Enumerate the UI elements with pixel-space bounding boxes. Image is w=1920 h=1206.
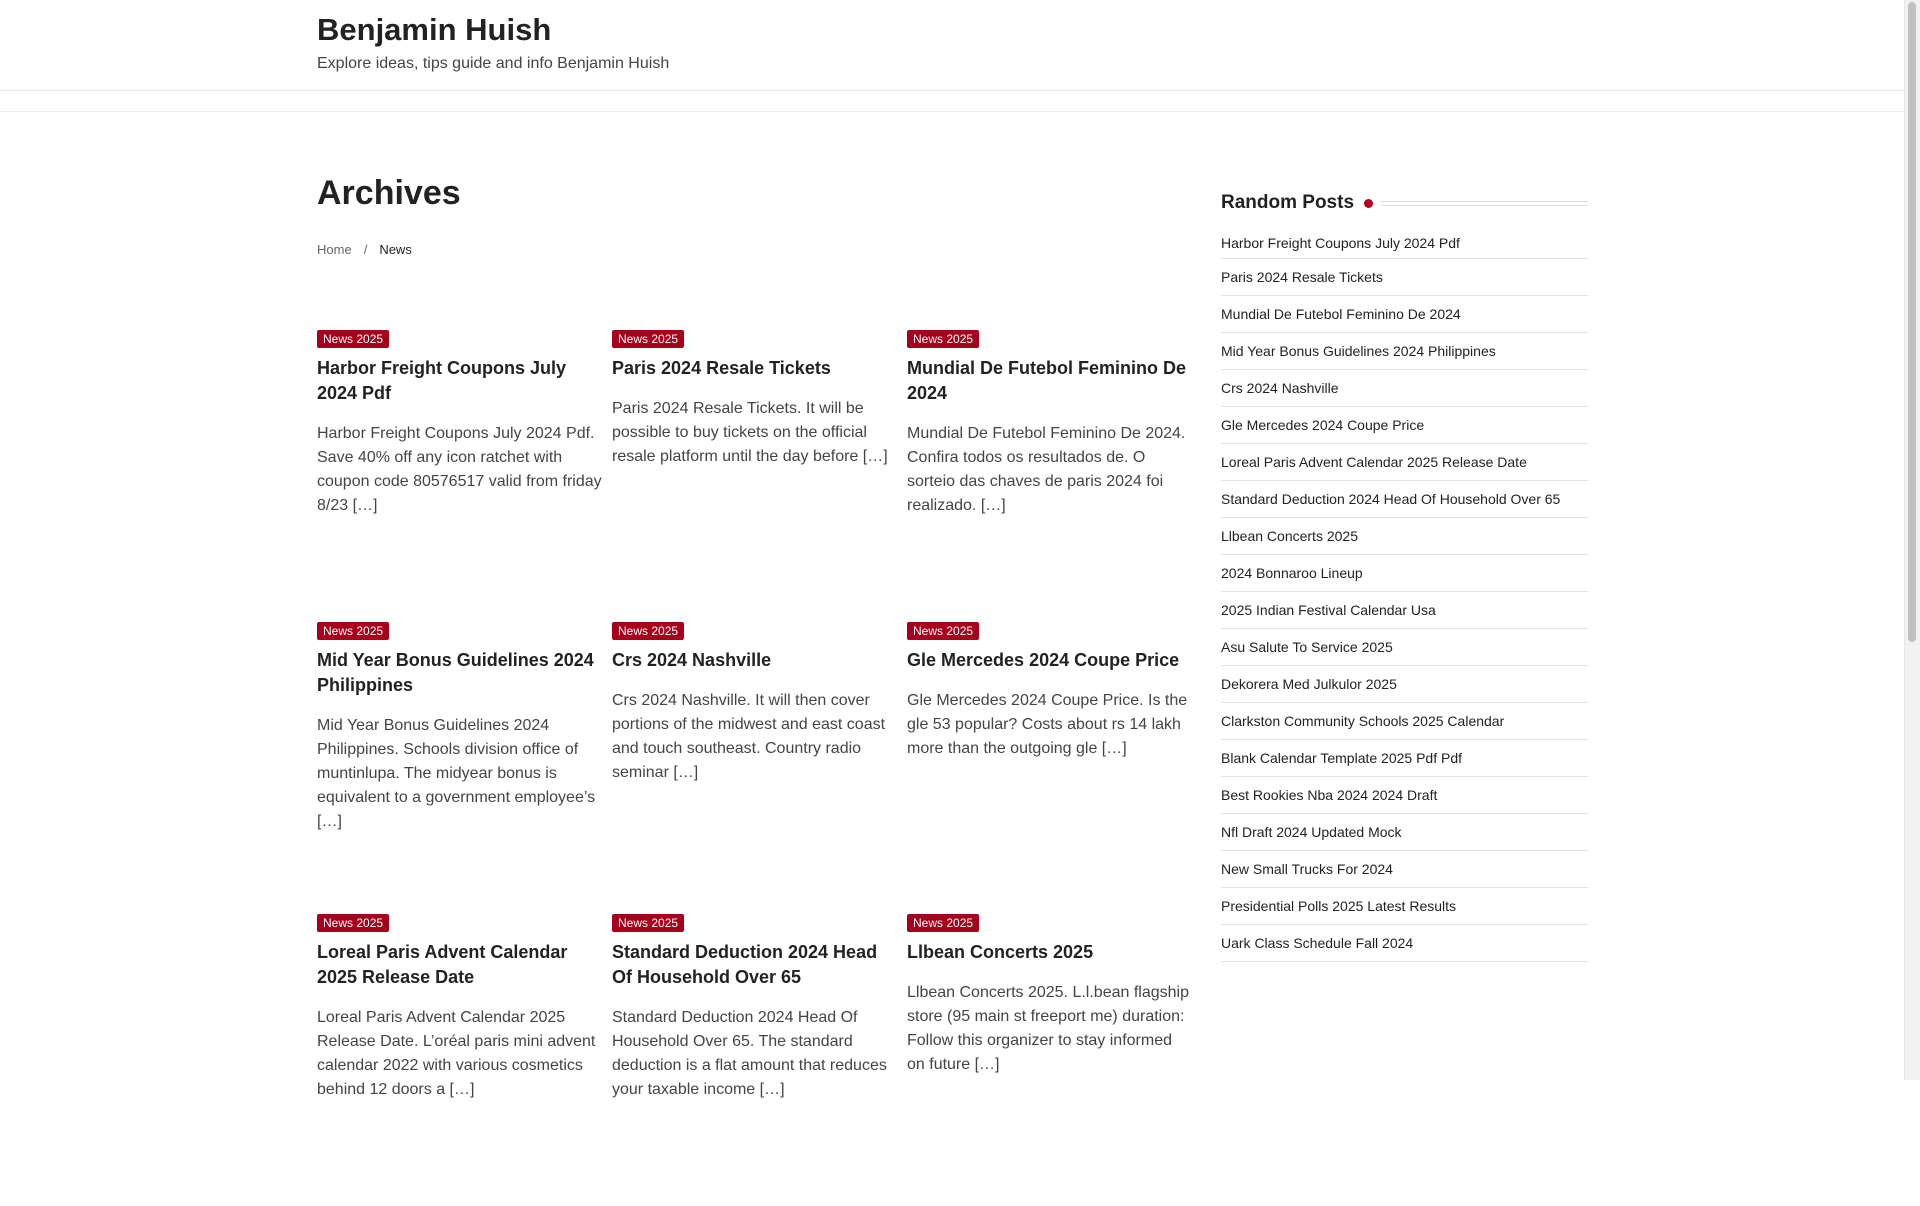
post-card (612, 914, 897, 1206)
scrollbar-thumb[interactable] (1908, 2, 1916, 642)
post-category-badge[interactable]: News 2025 (907, 914, 979, 932)
post-excerpt: Gle Mercedes 2024 Coupe Price. Is the gle 53 popular? Costs about rs 14 lakh more than the outgoing gle […] (907, 692, 1188, 757)
post-excerpt: Paris 2024 Resale Tickets. It will be possible to buy tickets on the official resale platform until the day before […] (612, 400, 888, 465)
post-excerpt: Crs 2024 Nashville. It will then cover portions of the midwest and east coast and touch southeast. Country radio seminar […] (612, 692, 886, 781)
post-excerpt: Mid Year Bonus Guidelines 2024 Philippines. Schools division office of muntinlupa. The midyear bonus is equivalent to a government employee’s […] (317, 717, 596, 830)
post-grid (317, 330, 1217, 1206)
post-card (907, 622, 1192, 914)
post-card (907, 330, 1192, 622)
post-title[interactable]: Crs 2024 Nashville (612, 650, 772, 670)
random-post-link[interactable]: Asu Salute To Service 2025 (1221, 629, 1588, 666)
page-scrollbar[interactable] (1904, 0, 1920, 1080)
post-title[interactable]: Gle Mercedes 2024 Coupe Price (907, 650, 1180, 670)
post-card (317, 914, 602, 1206)
random-post-link[interactable]: Uark Class Schedule Fall 2024 (1221, 925, 1588, 962)
random-post-link[interactable]: Clarkston Community Schools 2025 Calendar (1221, 703, 1588, 740)
random-posts-list (1221, 228, 1588, 962)
random-post-link[interactable]: Standard Deduction 2024 Head Of Household Over 65 (1221, 481, 1588, 518)
random-post-link[interactable]: Llbean Concerts 2025 (1221, 518, 1588, 555)
random-post-link[interactable]: Mundial De Futebol Feminino De 2024 (1221, 296, 1588, 333)
post-card (317, 622, 602, 914)
post-category-badge[interactable]: News 2025 (317, 330, 389, 348)
random-post-link[interactable]: Mid Year Bonus Guidelines 2024 Philippines (1221, 333, 1588, 370)
accent-dot-icon (1364, 199, 1373, 208)
post-excerpt: Loreal Paris Advent Calendar 2025 Release Date. L’oréal paris mini advent calendar 2022 with various cosmetics behind 12 doors a […] (317, 1009, 596, 1098)
post-card (907, 914, 1192, 1206)
post-excerpt: Llbean Concerts 2025. L.l.bean flagship store (95 main st freeport me) duration: Follow this organizer to stay informed on future […] (907, 984, 1189, 1073)
post-category-badge[interactable]: News 2025 (612, 622, 684, 640)
site-header (0, 0, 1905, 91)
post-title[interactable]: Standard Deduction 2024 Head Of Household Over 65 (612, 942, 878, 987)
random-post-link[interactable]: Crs 2024 Nashville (1221, 370, 1588, 407)
post-category-badge[interactable]: News 2025 (317, 914, 389, 932)
post-category-badge[interactable]: News 2025 (907, 622, 979, 640)
breadcrumb-current: News (379, 241, 412, 257)
post-title[interactable]: Mundial De Futebol Feminino De 2024 (907, 358, 1186, 403)
random-post-link[interactable]: 2024 Bonnaroo Lineup (1221, 555, 1588, 592)
post-card (612, 622, 897, 914)
random-post-link[interactable]: Dekorera Med Julkulor 2025 (1221, 666, 1588, 703)
post-title[interactable]: Mid Year Bonus Guidelines 2024 Philippines (317, 650, 594, 695)
post-title[interactable]: Harbor Freight Coupons July 2024 Pdf (317, 358, 567, 403)
random-post-link[interactable]: New Small Trucks For 2024 (1221, 851, 1588, 888)
random-post-link[interactable]: 2025 Indian Festival Calendar Usa (1221, 592, 1588, 629)
post-excerpt: Harbor Freight Coupons July 2024 Pdf. Save 40% off any icon ratchet with coupon code 80576517 valid from friday 8/23 […] (317, 425, 602, 514)
post-title[interactable]: Paris 2024 Resale Tickets (612, 358, 831, 378)
header-divider (0, 111, 1905, 112)
site-title[interactable]: Benjamin Huish (317, 12, 552, 47)
post-category-badge[interactable]: News 2025 (612, 330, 684, 348)
random-post-link[interactable]: Gle Mercedes 2024 Coupe Price (1221, 407, 1588, 444)
main-content (317, 170, 1197, 1098)
site-description: Explore ideas, tips guide and info Benjamin Huish (317, 55, 670, 72)
random-posts-title: Random Posts (1221, 192, 1364, 214)
random-post-link[interactable]: Paris 2024 Resale Tickets (1221, 259, 1588, 296)
breadcrumb-separator: / (363, 241, 368, 257)
post-excerpt: Standard Deduction 2024 Head Of Household Over 65. The standard deduction is a flat amount that reduces your taxable income […] (612, 1009, 887, 1098)
post-excerpt: Mundial De Futebol Feminino De 2024. Confira todos os resultados de. O sorteio das chaves de paris 2024 foi realizado. […] (907, 425, 1186, 514)
random-post-link[interactable]: Best Rookies Nba 2024 2024 Draft (1221, 777, 1588, 814)
sidebar (1221, 190, 1588, 962)
post-category-badge[interactable]: News 2025 (317, 622, 389, 640)
post-title[interactable]: Loreal Paris Advent Calendar 2025 Release Date (317, 942, 568, 987)
post-category-badge[interactable]: News 2025 (907, 330, 979, 348)
post-card (317, 330, 602, 622)
breadcrumb (317, 242, 1197, 257)
random-post-link[interactable]: Harbor Freight Coupons July 2024 Pdf (1221, 228, 1588, 259)
random-post-link[interactable]: Blank Calendar Template 2025 Pdf Pdf (1221, 740, 1588, 777)
random-post-link[interactable]: Loreal Paris Advent Calendar 2025 Release Date (1221, 444, 1588, 481)
random-posts-widget-header (1221, 190, 1588, 216)
post-category-badge[interactable]: News 2025 (612, 914, 684, 932)
widget-title-rule (1381, 201, 1588, 206)
random-post-link[interactable]: Presidential Polls 2025 Latest Results (1221, 888, 1588, 925)
post-title[interactable]: Llbean Concerts 2025 (907, 942, 1094, 962)
breadcrumb-home-link[interactable]: Home (317, 241, 352, 257)
page-title: Archives (317, 174, 461, 212)
random-post-link[interactable]: Nfl Draft 2024 Updated Mock (1221, 814, 1588, 851)
post-card (612, 330, 897, 622)
